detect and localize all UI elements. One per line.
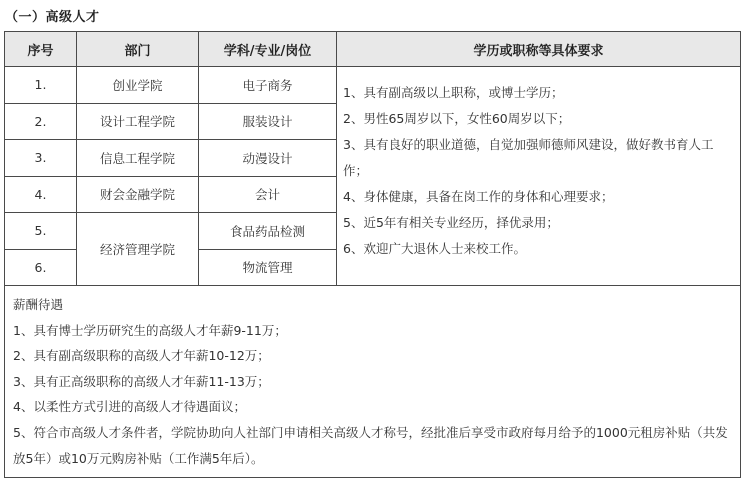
- benefits-title: 薪酬待遇: [13, 297, 64, 312]
- cell-seq: 1.: [5, 67, 77, 104]
- cell-major: 服装设计: [199, 103, 337, 140]
- cell-seq: 5.: [5, 213, 77, 250]
- cell-dept: 财会金融学院: [77, 176, 199, 213]
- header-seq: 序号: [5, 32, 77, 67]
- section-title: （一）高级人才: [5, 10, 100, 25]
- requirements-cell: [337, 67, 741, 286]
- cell-major: 电子商务: [199, 67, 337, 104]
- cell-seq: 6.: [5, 249, 77, 286]
- benefit-item: 3、具有正高级职称的高级人才年薪11-13万；: [13, 373, 270, 389]
- header-major: 学科/专业/岗位: [199, 32, 337, 67]
- requirement-item: 6、欢迎广大退休人士来校工作。: [343, 241, 526, 256]
- requirement-item: 2、男性65周岁以下，女性60周岁以下；: [343, 111, 571, 126]
- requirement-item: 3、具有良好的职业道德，自觉加强师德师风建设，做好教书育人工作；: [343, 137, 714, 178]
- cell-major: 动漫设计: [199, 140, 337, 177]
- benefits-row: [5, 286, 741, 478]
- table-row: [5, 67, 741, 104]
- header-dept: 部门: [77, 32, 199, 67]
- requirement-item: 5、近5年有相关专业经历，择优录用；: [343, 215, 559, 230]
- table-header-row: [5, 32, 741, 67]
- cell-seq: 3.: [5, 140, 77, 177]
- benefit-item: 5、符合市高级人才条件者，学院协助向人社部门申请相关高级人才称号，经批准后享受市政府每月给予的1000元租房补贴（共发放5年）或10万元购房补贴（工作满5年后）。: [13, 424, 728, 466]
- cell-dept: 信息工程学院: [77, 140, 199, 177]
- cell-dept: 经济管理学院: [77, 213, 199, 286]
- benefit-item: 1、具有博士学历研究生的高级人才年薪9-11万；: [13, 322, 287, 338]
- cell-major: 物流管理: [199, 249, 337, 286]
- talent-table: [4, 31, 741, 478]
- cell-seq: 2.: [5, 103, 77, 140]
- cell-major: 会计: [199, 176, 337, 213]
- benefit-item: 2、具有副高级职称的高级人才年薪10-12万；: [13, 348, 270, 364]
- benefits-cell: [5, 286, 741, 478]
- cell-major: 食品药品检测: [199, 213, 337, 250]
- requirement-item: 1、具有副高级以上职称，或博士学历；: [343, 85, 564, 100]
- benefit-item: 4、以柔性方式引进的高级人才待遇面议；: [13, 399, 246, 415]
- cell-dept: 设计工程学院: [77, 103, 199, 140]
- header-requirements: 学历或职称等具体要求: [337, 32, 741, 67]
- cell-dept: 创业学院: [77, 67, 199, 104]
- cell-seq: 4.: [5, 176, 77, 213]
- requirement-item: 4、身体健康，具备在岗工作的身体和心理要求；: [343, 189, 614, 204]
